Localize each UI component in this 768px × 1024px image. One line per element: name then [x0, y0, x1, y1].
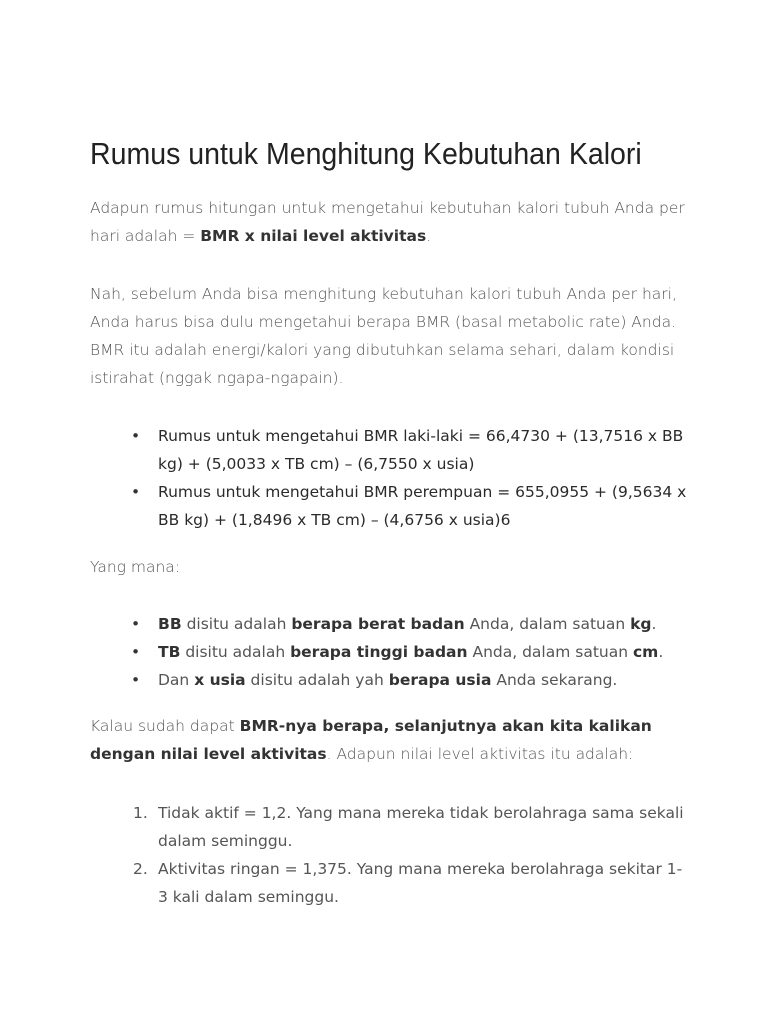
- def-term: TB: [158, 643, 181, 661]
- activity-text-end: . Adapun nilai level aktivitas itu adalah:: [326, 745, 634, 763]
- activity-level-list: [90, 799, 690, 911]
- level-text: Aktivitas ringan = 1,375. Yang mana mereka berolahraga sekitar 1-3 kali dalam seminggu.: [158, 860, 683, 906]
- def-unit: cm: [632, 643, 659, 661]
- page-title: Rumus untuk Menghitung Kebutuhan Kalori: [90, 136, 642, 171]
- list-item: [90, 855, 690, 911]
- intro-bold-formula: BMR x nilai level aktivitas: [200, 227, 427, 245]
- def-unit: kg: [630, 615, 652, 633]
- list-item: [90, 478, 690, 534]
- formula-male: Rumus untuk mengetahui BMR laki-laki = 66,4730 + (13,7516 x BB kg) + (5,0033 x TB cm) – (6,7550 x usia): [158, 427, 684, 473]
- bullet-icon: •: [131, 643, 141, 661]
- intro-paragraph: [90, 194, 690, 250]
- bullet-icon: •: [131, 427, 141, 445]
- activity-bold: BMR-nya berapa, selanjutnya akan kita kalikan dengan nilai level aktivitas: [90, 717, 652, 763]
- bullet-icon: •: [131, 483, 141, 501]
- def-text: Dan: [158, 671, 195, 689]
- bmr-paragraph: Nah, sebelum Anda bisa menghitung kebutuhan kalori tubuh Anda per hari, Anda harus bisa dulu mengetahui berapa BMR (basal metabolic rate) Anda. BMR itu adalah energi/kalori yang dibutuhkan selama sehari, dalam kondisi istirahat (nggak ngapa-ngapain).: [90, 285, 677, 387]
- activity-paragraph: [90, 712, 690, 768]
- level-text: Tidak aktif = 1,2. Yang mana mereka tidak berolahraga sama sekali dalam seminggu.: [158, 804, 684, 850]
- def-term: x usia: [194, 671, 246, 689]
- bmr-formula-list: [90, 422, 690, 534]
- def-text: disitu adalah: [180, 643, 291, 661]
- definition-list: [90, 610, 690, 694]
- def-text: Anda sekarang.: [491, 671, 618, 689]
- activity-text: Kalau sudah dapat: [90, 717, 240, 735]
- def-term: berapa usia: [388, 671, 492, 689]
- def-text: disitu adalah yah: [245, 671, 389, 689]
- bullet-icon: •: [131, 671, 141, 689]
- intro-text-end: .: [426, 227, 432, 245]
- list-item: [90, 422, 690, 478]
- def-term: berapa berat badan: [291, 615, 465, 633]
- bullet-icon: •: [131, 615, 141, 633]
- list-number: 2.: [133, 860, 148, 878]
- def-text: .: [651, 615, 657, 633]
- formula-female: Rumus untuk mengetahui BMR perempuan = 655,0955 + (9,5634 x BB kg) + (1,8496 x TB cm) – (4,6756 x usia)6: [158, 483, 687, 529]
- list-item: [90, 638, 690, 666]
- def-text: Anda, dalam satuan: [467, 643, 633, 661]
- list-item: [90, 799, 690, 855]
- list-item: [90, 666, 690, 694]
- intro-text: Adapun rumus hitungan untuk mengetahui kebutuhan kalori tubuh Anda per hari adalah =: [90, 199, 685, 245]
- def-term: BB: [158, 615, 182, 633]
- list-item: [90, 610, 690, 638]
- list-number: 1.: [133, 804, 148, 822]
- def-text: .: [658, 643, 664, 661]
- def-term: berapa tinggi badan: [290, 643, 468, 661]
- def-text: Anda, dalam satuan: [464, 615, 631, 633]
- def-text: disitu adalah: [181, 615, 292, 633]
- yang-mana-label: Yang mana:: [90, 558, 181, 576]
